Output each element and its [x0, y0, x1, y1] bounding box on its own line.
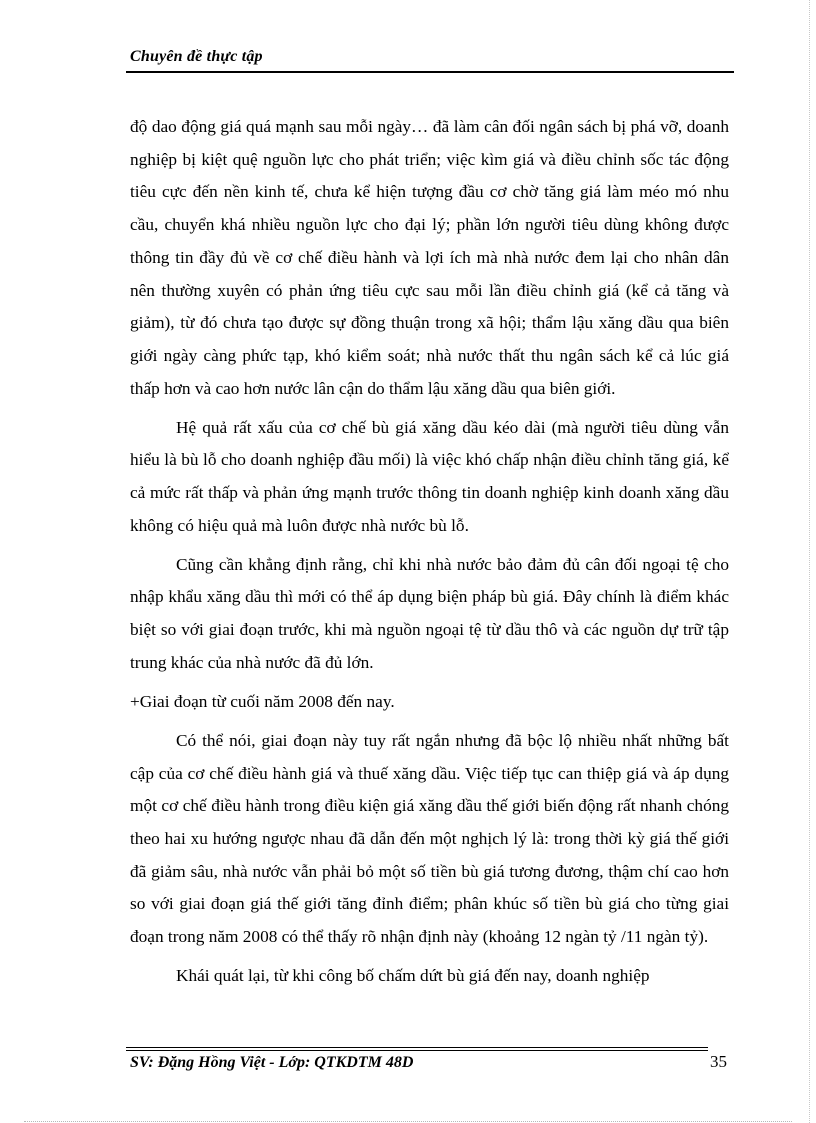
paragraph-period-analysis: Có thể nói, giai đoạn này tuy rất ngắn nhưng đã bộc lộ nhiều nhất những bất cập của cơ chế điều hành giá và thuế xăng dầu. Việc tiếp tục can thiệp giá và áp dụng một cơ chế điều hành trong điều kiện giá xăng dầu thế giới biến động rất nhanh chóng theo hai xu hướng ngược nhau đã dẫn đến một nghịch lý là: trong thời kỳ giá thế giới đã giảm sâu, nhà nước vẫn phải bỏ một số tiền bù giá tương đương, thậm chí cao hơn so với giai đoạn giá thế giới tăng đỉnh điểm; phân khúc số tiền bù giá cho từng giai đoạn trong năm 2008 có thể thấy rõ nhận định này (khoảng 12 ngàn tỷ /11 ngàn tỷ).: [130, 730, 729, 947]
page-header-title: Chuyên đề thực tập: [130, 48, 263, 65]
footer-author: SV: Đặng Hồng Việt - Lớp: QTKDTM 48D: [130, 1054, 414, 1071]
page-boundary-bottom: [24, 1121, 792, 1122]
page-boundary-right: [809, 0, 810, 1123]
footer-divider-bottom: [126, 1050, 708, 1051]
body-text: [130, 111, 729, 993]
paragraph-summary: Khái quát lại, từ khi công bố chấm dứt bù giá đến nay, doanh nghiệp: [176, 966, 650, 986]
section-heading-period: +Giai đoạn từ cuối năm 2008 đến nay.: [130, 691, 395, 711]
footer-divider-top: [126, 1047, 708, 1048]
paragraph-affirmation: Cũng cần khẳng định rằng, chỉ khi nhà nước bảo đảm đủ cân đối ngoại tệ cho nhập khẩu xăng dầu thì mới có thể áp dụng biện pháp bù giá. Đây chính là điểm khác biệt so với giai đoạn trước, khi mà nguồn ngoại tệ từ dầu thô và các nguồn dự trữ tập trung khác của nhà nước đã đủ lớn.: [130, 554, 729, 672]
page-number: 35: [710, 1052, 727, 1071]
paragraph-continuation: độ dao động giá quá mạnh sau mỗi ngày… đã làm cân đối ngân sách bị phá vỡ, doanh nghiệp bị kiệt quệ nguồn lực cho phát triển; việc kìm giá và điều chỉnh sốc tác động tiêu cực đến nền kinh tế, chưa kể hiện tượng đầu cơ chờ tăng giá làm méo mó nhu cầu, chuyển khá nhiều nguồn lực cho đại lý; phần lớn người tiêu dùng không được thông tin đầy đủ về cơ chế điều hành và lợi ích mà nhà nước đem lại cho nhân dân nên thường xuyên có phản ứng tiêu cực sau mỗi lần điều chỉnh giá (kể cả tăng và giảm), từ đó chưa tạo được sự đồng thuận trong xã hội; thẩm lậu xăng dầu qua biên giới ngày càng phức tạp, khó kiểm soát; nhà nước thất thu ngân sách kể cả lúc giá thấp hơn và cao hơn nước lân cận do thẩm lậu xăng dầu qua biên giới.: [130, 117, 729, 398]
paragraph-consequence: Hệ quả rất xấu của cơ chế bù giá xăng dầu kéo dài (mà người tiêu dùng vẫn hiểu là bù lỗ cho doanh nghiệp đầu mối) là việc khó chấp nhận điều chỉnh tăng giá, kể cả mức rất thấp và phản ứng mạnh trước thông tin doanh nghiệp kinh doanh xăng dầu không có hiệu quả mà luôn được nhà nước bù lỗ.: [130, 417, 729, 535]
header-divider: [126, 71, 734, 73]
